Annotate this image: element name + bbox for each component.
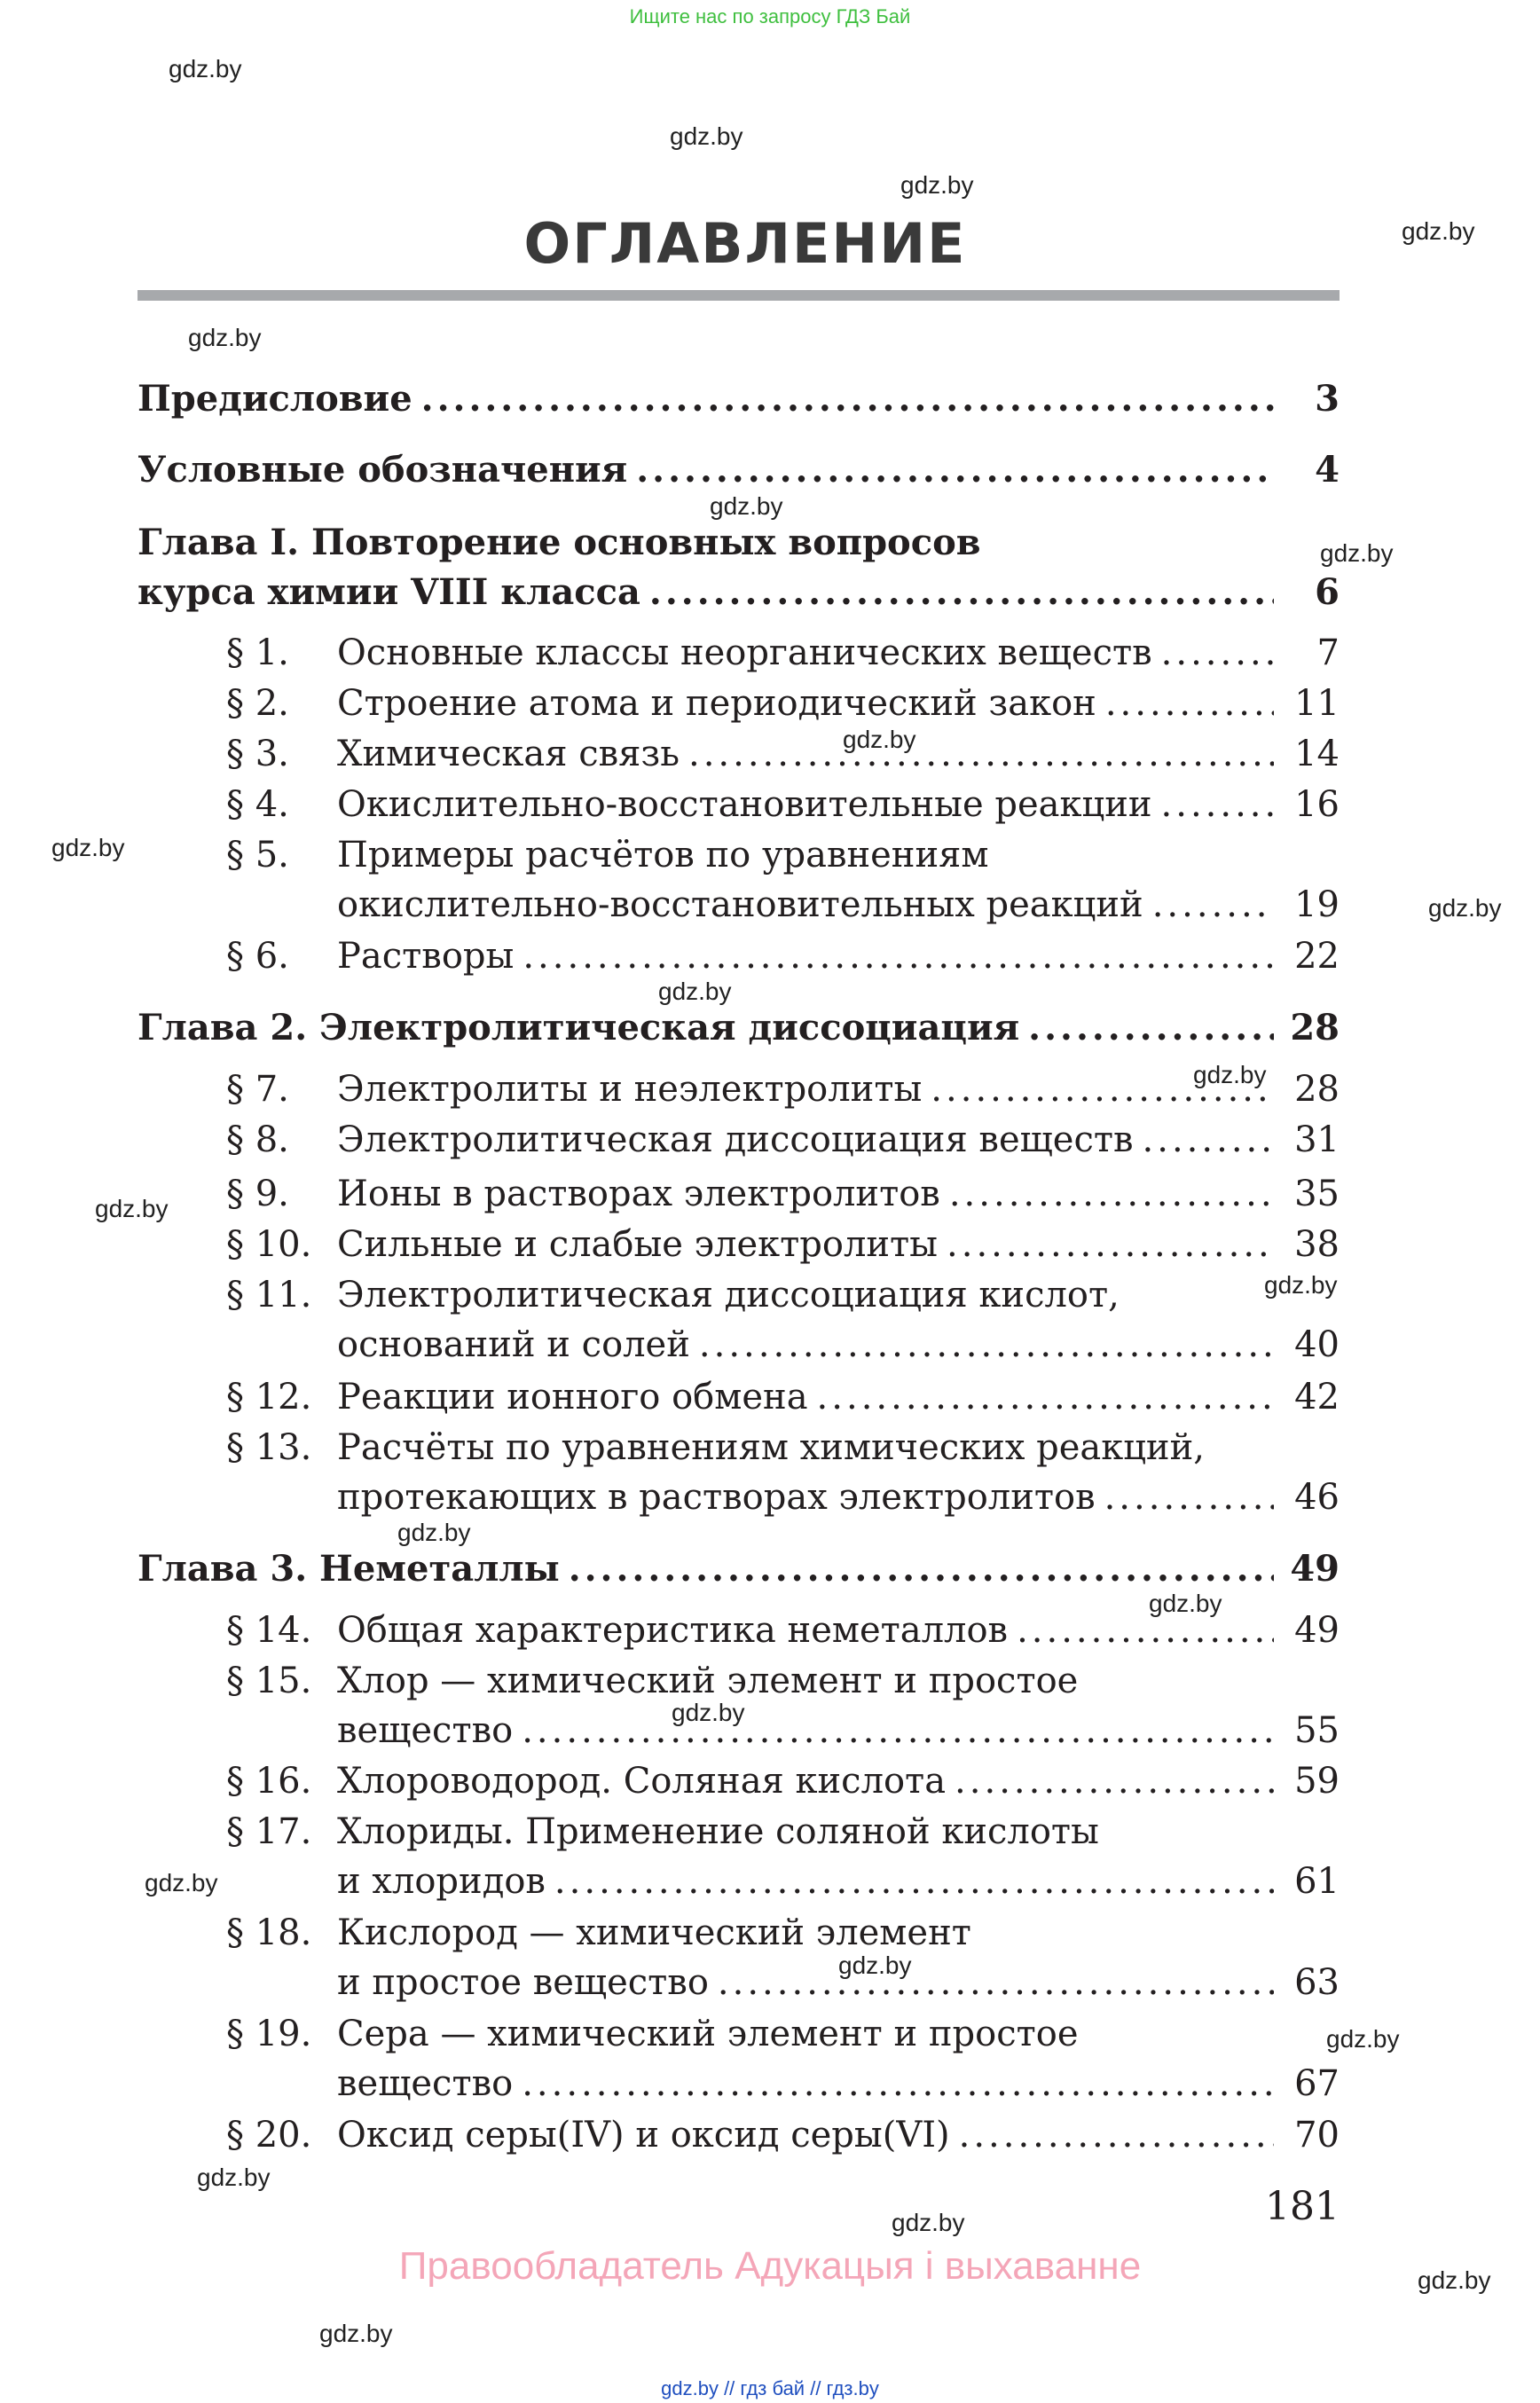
watermark: gdz.by [672,1699,745,1726]
leader-dots [1105,679,1274,728]
watermark: gdz.by [1428,894,1502,922]
leader-dots [699,1320,1274,1370]
watermark: gdz.by [670,122,743,150]
leader-dots [636,445,1274,495]
watermark: gdz.by [51,834,125,861]
toc-entry-symbols: Условные обозначения ..... 4 [138,445,1340,495]
watermark: gdz.by [900,171,974,199]
page-ref: 28 [1290,1007,1340,1048]
watermark: gdz.by [843,726,916,753]
watermark: gdz.by [710,492,783,520]
leader-dots [1161,780,1274,829]
title-underline [138,290,1340,301]
toc-entry-section-8: § 8. Электролитическая диссоциация веществ ..... 31 [138,1115,1340,1165]
page-ref: 46 [1294,1477,1340,1518]
page-ref: 42 [1294,1377,1340,1417]
toc-entry-section-19: § 19. Сера — химический элемент и простое вещество ..... 67 [138,2009,1340,2109]
toc-entry-section-7: § 7. Электролиты и неэлектролиты ..... 28 [138,1064,1340,1114]
footer-links: gdz.by // гдз бай // гдз.by [661,2377,879,2399]
page-ref: 70 [1294,2115,1340,2156]
toc-entry-section-13: § 13. Расчёты по уравнениям химических реакций, протекающих в растворах электролитов ..... 46 [138,1423,1340,1522]
toc-entry-section-18: § 18. Кислород — химический элемент и простое вещество ..... 63 [138,1908,1340,2007]
toc-entry-section-17: § 17. Хлориды. Применение соляной кислоты и хлоридов ..... 61 [138,1807,1340,1906]
leader-dots [554,1857,1274,1906]
page-ref: 31 [1294,1119,1340,1160]
leader-dots [1143,1115,1274,1165]
watermark: gdz.by [1320,539,1394,567]
page-ref: 67 [1294,2063,1340,2104]
leader-dots [955,1756,1274,1806]
page-ref: 59 [1294,1761,1340,1802]
watermark: gdz.by [1418,2266,1491,2294]
page-ref: 49 [1294,1610,1340,1651]
leader-dots [1152,880,1274,930]
watermark: gdz.by [1402,217,1475,245]
toc-entry-section-6: § 6. Растворы ..... 22 [138,931,1340,981]
toc-entry-section-12: § 12. Реакции ионного обмена ..... 42 [138,1372,1340,1422]
page-ref: 6 [1315,571,1340,613]
toc-entry-section-4: § 4. Окислительно-восстановительные реакции ..... 16 [138,780,1340,829]
leader-dots [522,931,1274,981]
watermark: gdz.by [1149,1590,1222,1617]
toc-entry-section-3: § 3. Химическая связь ..... 14 [138,729,1340,779]
leader-dots [569,1544,1274,1594]
page-ref: 49 [1290,1548,1340,1590]
page-ref: 4 [1315,449,1340,491]
leader-dots [1161,628,1274,678]
toc-entry-chapter-2: Глава 2. Электролитическая диссоциация ..... 28 [138,1003,1340,1053]
toc-entry-section-16: § 16. Хлороводород. Соляная кислота ..... 59 [138,1756,1340,1806]
page-ref: 28 [1294,1069,1340,1110]
toc-entry-section-11: § 11. Электролитическая диссоциация кислот, оснований и солей ..... 40 [138,1270,1340,1370]
watermark: gdz.by [1193,1061,1267,1088]
leader-dots [522,2059,1274,2109]
watermark: gdz.by [95,1195,169,1222]
copyright-notice: Правообладатель Адукацыя і выхаванне [398,2244,1142,2288]
watermark: gdz.by [197,2163,271,2191]
toc-entry-preface: Предисловие ..... 3 [138,374,1340,424]
header-note: Ищите нас по запросу ГДЗ Бай [629,5,911,27]
watermark: gdz.by [838,1951,912,1979]
page-ref: 11 [1294,683,1340,724]
page-ref: 40 [1294,1324,1340,1365]
watermark: gdz.by [319,2320,393,2347]
leader-dots [1028,1003,1274,1053]
toc-entry-section-10: § 10. Сильные и слабые электролиты ..... 38 [138,1220,1340,1269]
page-ref: 16 [1294,784,1340,825]
watermark: gdz.by [658,978,732,1005]
leader-dots [931,1064,1274,1114]
watermark: gdz.by [145,1869,218,1896]
leader-dots [817,1372,1274,1422]
toc-entry-section-2: § 2. Строение атома и периодический закон ..... 11 [138,679,1340,728]
watermark: gdz.by [892,2209,965,2236]
toc-entry-chapter-3: Глава 3. Неметаллы ..... 49 [138,1544,1340,1594]
leader-dots [1017,1606,1274,1655]
toc-entry-section-5: § 5. Примеры расчётов по уравнениям окислительно-восстановительных реакций ..... 19 [138,830,1340,930]
toc-entry-chapter-1: Глава I. Повторение основных вопросов курса химии VIII класса ..... 6 [138,518,1340,617]
watermark: gdz.by [397,1519,471,1546]
leader-dots [718,1958,1274,2007]
leader-dots [649,568,1274,617]
watermark: gdz.by [1326,2025,1400,2053]
leader-dots [959,2110,1274,2160]
page-ref: 63 [1294,1962,1340,2003]
page-ref: 61 [1294,1861,1340,1902]
leader-dots [688,729,1274,779]
leader-dots [947,1220,1274,1269]
watermark: gdz.by [188,324,262,351]
page-title: ОГЛАВЛЕНИЕ [523,211,967,276]
watermark: gdz.by [169,55,242,82]
leader-dots [949,1169,1274,1219]
page-ref: 3 [1315,378,1340,420]
watermark: gdz.by [1264,1271,1338,1299]
page-ref: 55 [1294,1710,1340,1751]
page-ref: 7 [1316,632,1340,673]
page-ref: 14 [1294,734,1340,774]
page-number: 181 [1265,2184,1340,2229]
page-ref: 38 [1294,1224,1340,1265]
toc-entry-section-14: § 14. Общая характеристика неметаллов ..... 49 [138,1606,1340,1655]
page-ref: 19 [1294,884,1340,925]
toc-entry-section-9: § 9. Ионы в растворах электролитов ..... 35 [138,1169,1340,1219]
page-ref: 35 [1294,1174,1340,1214]
leader-dots [522,1706,1274,1755]
page-ref: 22 [1294,936,1340,977]
toc-entry-section-1: § 1. Основные классы неорганических веществ ..... 7 [138,628,1340,678]
toc-entry-section-15: § 15. Хлор — химический элемент и простое вещество ..... 55 [138,1656,1340,1755]
leader-dots [1104,1472,1274,1522]
leader-dots [421,374,1274,424]
toc-entry-section-20: § 20. Оксид серы(IV) и оксид серы(VI) ..... 70 [138,2110,1340,2160]
